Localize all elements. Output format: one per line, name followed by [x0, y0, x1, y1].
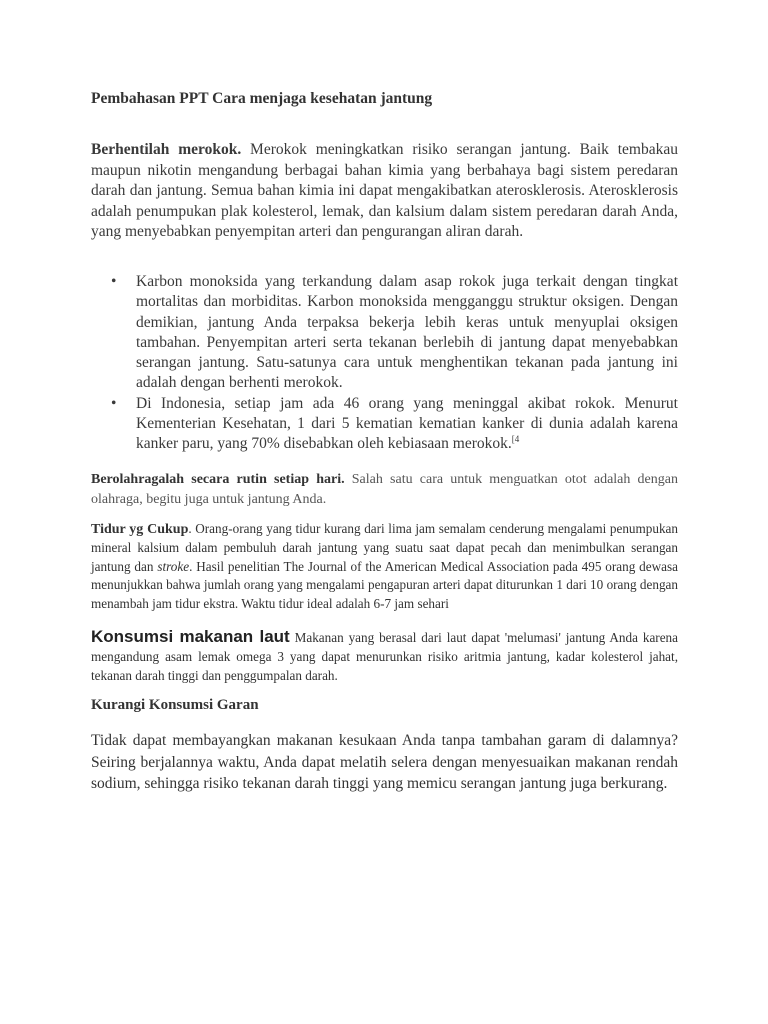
paragraph-lead: Konsumsi makanan laut	[91, 627, 290, 646]
bullet-icon: •	[111, 394, 117, 412]
list-item	[91, 394, 678, 455]
section-heading-salt: Kurangi Konsumsi Garan	[91, 697, 259, 713]
paragraph-text: Merokok meningkatkan risiko serangan jantung. Baik tembakau maupun nikotin mengandung berbagai bahan kimia yang berbahaya bagi sistem peredaran darah dan jantung. Semua bahan kimia ini dapat mengakibatkan aterosklerosis. Aterosklerosis adalah penumpukan plak kolesterol, lemak, dan kalsium dalam sistem peredaran darah Anda, yang menyebabkan penyempitan arteri dan pengurangan aliran darah.	[91, 141, 678, 240]
paragraph-exercise	[91, 470, 678, 509]
list-item	[91, 272, 678, 394]
paragraph-text: Salah satu cara untuk menguatkan otot adalah dengan olahraga, begitu juga untuk jantung Anda.	[91, 472, 678, 507]
paragraph-seafood	[91, 627, 678, 685]
paragraph-stop-smoking	[91, 140, 678, 243]
paragraph-salt: Tidak dapat membayangkan makanan kesukaan Anda tanpa tambahan garam di dalamnya? Seiring berjalannya waktu, Anda dapat melatih selera dengan menyesuaikan makanan rendah sodium, sehingga risiko tekanan darah tinggi yang memicu serangan jantung juga berkurang.	[91, 732, 678, 792]
paragraph-italic-term: stroke	[157, 558, 190, 574]
paragraph-lead: Berhentilah merokok.	[91, 141, 242, 158]
bullet-list	[91, 272, 678, 455]
list-item-text: Karbon monoksida yang terkandung dalam asap rokok juga terkait dengan tingkat mortalitas dan morbiditas. Karbon monoksida mengganggu struktur oksigen. Dengan demikian, jantung Anda terpaksa bekerja lebih keras untuk menyuplai oksigen tambahan. Penyempitan arteri serta tekanan berlebih di jantung dapat menyebabkan serangan jantung. Satu-satunya cara untuk menghentikan tekanan pada jantung ini adalah dengan berhenti merokok.	[136, 273, 678, 392]
document-title: Pembahasan PPT Cara menjaga kesehatan jantung	[91, 90, 433, 107]
bullet-icon: •	[111, 273, 117, 290]
list-item-text: Di Indonesia, setiap jam ada 46 orang yang meninggal akibat rokok. Menurut Kementerian Kesehatan, 1 dari 5 kematian kematian kanker di dunia adalah karena kanker paru, yang 70% disebabkan oleh kebiasaan merokok.	[136, 394, 678, 453]
footnote-reference: [4	[511, 434, 520, 445]
paragraph-lead: Berolahragalah secara rutin setiap hari.	[91, 472, 345, 487]
paragraph-text: Makanan yang berasal dari laut dapat 'melumasi' jantung Anda karena mengandung asam lemak omega 3 yang dapat menurunkan risiko aritmia jantung, kadar kolesterol jahat, tekanan darah tinggi dan penggumpalan darah.	[91, 630, 678, 683]
paragraph-text: . Orang-orang yang tidur kurang dari lima jam semalam cenderung mengalami penumpukan mineral kalsium dalam pembuluh darah jantung yang suatu saat dapat pecah dan menimbulkan serangan jantung dan	[91, 521, 678, 574]
paragraph-lead: Tidur yg Cukup	[91, 522, 189, 537]
paragraph-sleep	[91, 520, 678, 613]
paragraph-text: . Hasil penelitian The Journal of the American Medical Association pada 495 orang dewasa menunjukkan bahwa jumlah orang yang mengalami pengapuran arteri dapat diturunkan 1 dari 10 orang dengan menambah jam tidur ekstra. Waktu tidur ideal adalah 6-7 jam sehari	[91, 558, 678, 611]
